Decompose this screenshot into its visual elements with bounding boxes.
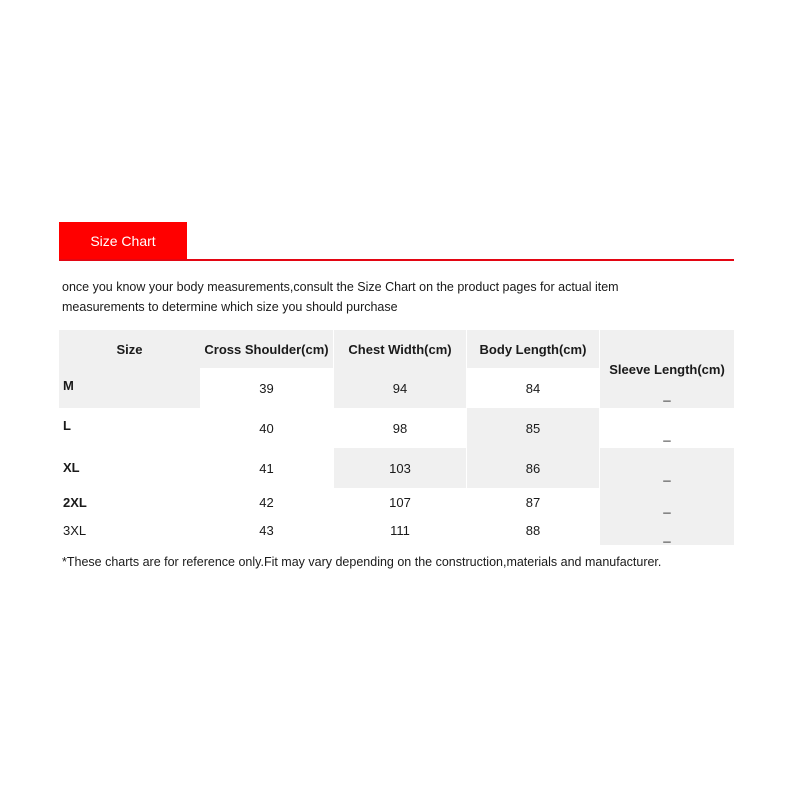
table-cell: 86: [467, 448, 599, 488]
table-cell: 43: [259, 523, 274, 538]
intro-line-1: once you know your body measurements,consult the Size Chart on the product pages for actual item: [62, 280, 619, 294]
size-table: [59, 330, 734, 545]
table-cell: _: [600, 488, 734, 516]
table-cell: _: [663, 387, 671, 402]
column-header-size: Size: [59, 330, 200, 368]
table-cell: 84: [525, 380, 541, 396]
table-cell: 107: [389, 494, 411, 510]
table-cell: 39: [259, 380, 274, 396]
column-header-chest-width: Chest Width(cm): [334, 330, 466, 368]
table-row-size: L: [63, 418, 71, 433]
header-divider: [59, 259, 734, 261]
table-cell: 111: [390, 523, 410, 538]
table-cell: 88: [525, 523, 541, 538]
intro-text: [62, 277, 732, 317]
table-row-size: 2XL: [63, 494, 87, 510]
reference-note: *These charts are for reference only.Fit may vary depending on the construction,materials and manufacturer.: [62, 555, 662, 569]
column-header-cross-shoulder: Cross Shoulder(cm): [200, 330, 333, 368]
intro-line-2: measurements to determine which size you should purchase: [62, 300, 398, 314]
table-cell: 40: [259, 420, 274, 436]
column-header-sleeve-length: Sleeve Length(cm): [600, 330, 734, 408]
column-header-body-length: Body Length(cm): [467, 330, 599, 368]
table-cell: 94: [334, 368, 466, 408]
table-cell: 103: [334, 448, 466, 488]
table-cell: 87: [525, 494, 541, 510]
size-chart-title: Size Chart: [90, 233, 156, 249]
table-row-size: XL: [63, 460, 80, 475]
table-cell: 85: [467, 408, 599, 448]
table-cell: 98: [392, 420, 408, 436]
table-cell: _: [600, 516, 734, 545]
table-cell: 41: [259, 460, 274, 476]
table-cell: _: [663, 427, 671, 442]
table-row-size: M: [59, 368, 200, 408]
table-cell: 42: [259, 494, 274, 510]
size-chart-tab: [59, 222, 187, 260]
table-row-size: 3XL: [63, 523, 87, 538]
table-cell: _: [600, 448, 734, 488]
